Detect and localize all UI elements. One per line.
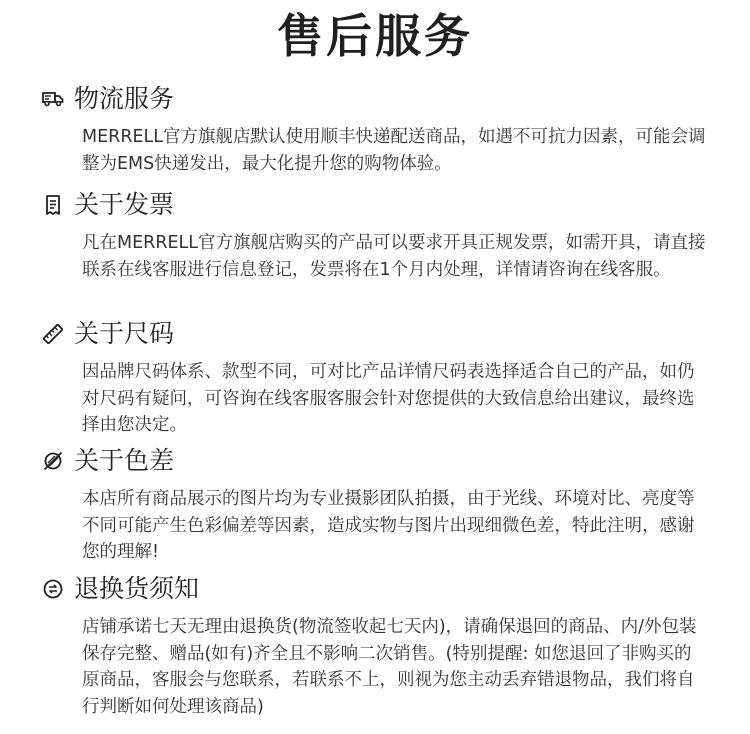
section-logistics xyxy=(42,82,722,177)
section-title: 关于色差 xyxy=(74,446,175,475)
section-return-exchange xyxy=(42,572,722,720)
return-exchange-icon xyxy=(42,578,64,600)
section-body: 店铺承诺七天无理由退换货(物流签收起七天内)，请确保退回的商品、内/外包装保存完整、赠品(如有)齐全且不影响二次销售。(特别提醒: 如您退回了非购买的原商品，客服会与您联系，若联系不上，则视为您主动丢弃错退物品，我们将自行判断如何处理该商品) xyxy=(82,617,697,717)
section-size xyxy=(42,317,722,439)
section-body: 因品牌尺码体系、款型不同，可对比产品详情尺码表选择适合自己的产品，如仍对尺码有疑问，可咨询在线客服客服会针对您提供的大致信息给出建议，最终选择由您决定。 xyxy=(82,362,695,435)
page-title: 售后服务 xyxy=(277,9,473,63)
section-title: 关于发票 xyxy=(74,190,175,219)
section-body: MERRELL官方旗舰店默认使用顺丰快递配送商品，如遇不可抗力因素，可能会调整为EMS快递发出，最大化提升您的购物体验。 xyxy=(82,127,706,174)
section-header xyxy=(42,82,722,116)
section-body: 本店所有商品展示的图片均为专业摄影团队拍摄，由于光线、环境对比、亮度等不同可能产生色彩偏差等因素，造成实物与图片出现细微色差，特此注明，感谢您的理解! xyxy=(82,489,695,562)
section-body: 凡在MERRELL官方旗舰店购买的产品可以要求开具正规发票，如需开具，请直接联系在线客服进行信息登记，发票将在1个月内处理，详情请咨询在线客服。 xyxy=(82,233,706,280)
section-header xyxy=(42,317,722,351)
section-color-difference xyxy=(42,444,722,566)
ruler-icon xyxy=(42,323,64,345)
section-header xyxy=(42,572,722,606)
section-header xyxy=(42,444,722,478)
section-title: 退换货须知 xyxy=(74,574,200,603)
section-invoice xyxy=(42,188,722,283)
section-title: 物流服务 xyxy=(74,84,175,113)
invoice-icon xyxy=(42,194,64,216)
section-header xyxy=(42,188,722,222)
section-title: 关于尺码 xyxy=(74,319,175,348)
color-difference-icon xyxy=(42,450,64,472)
truck-icon xyxy=(42,88,64,110)
